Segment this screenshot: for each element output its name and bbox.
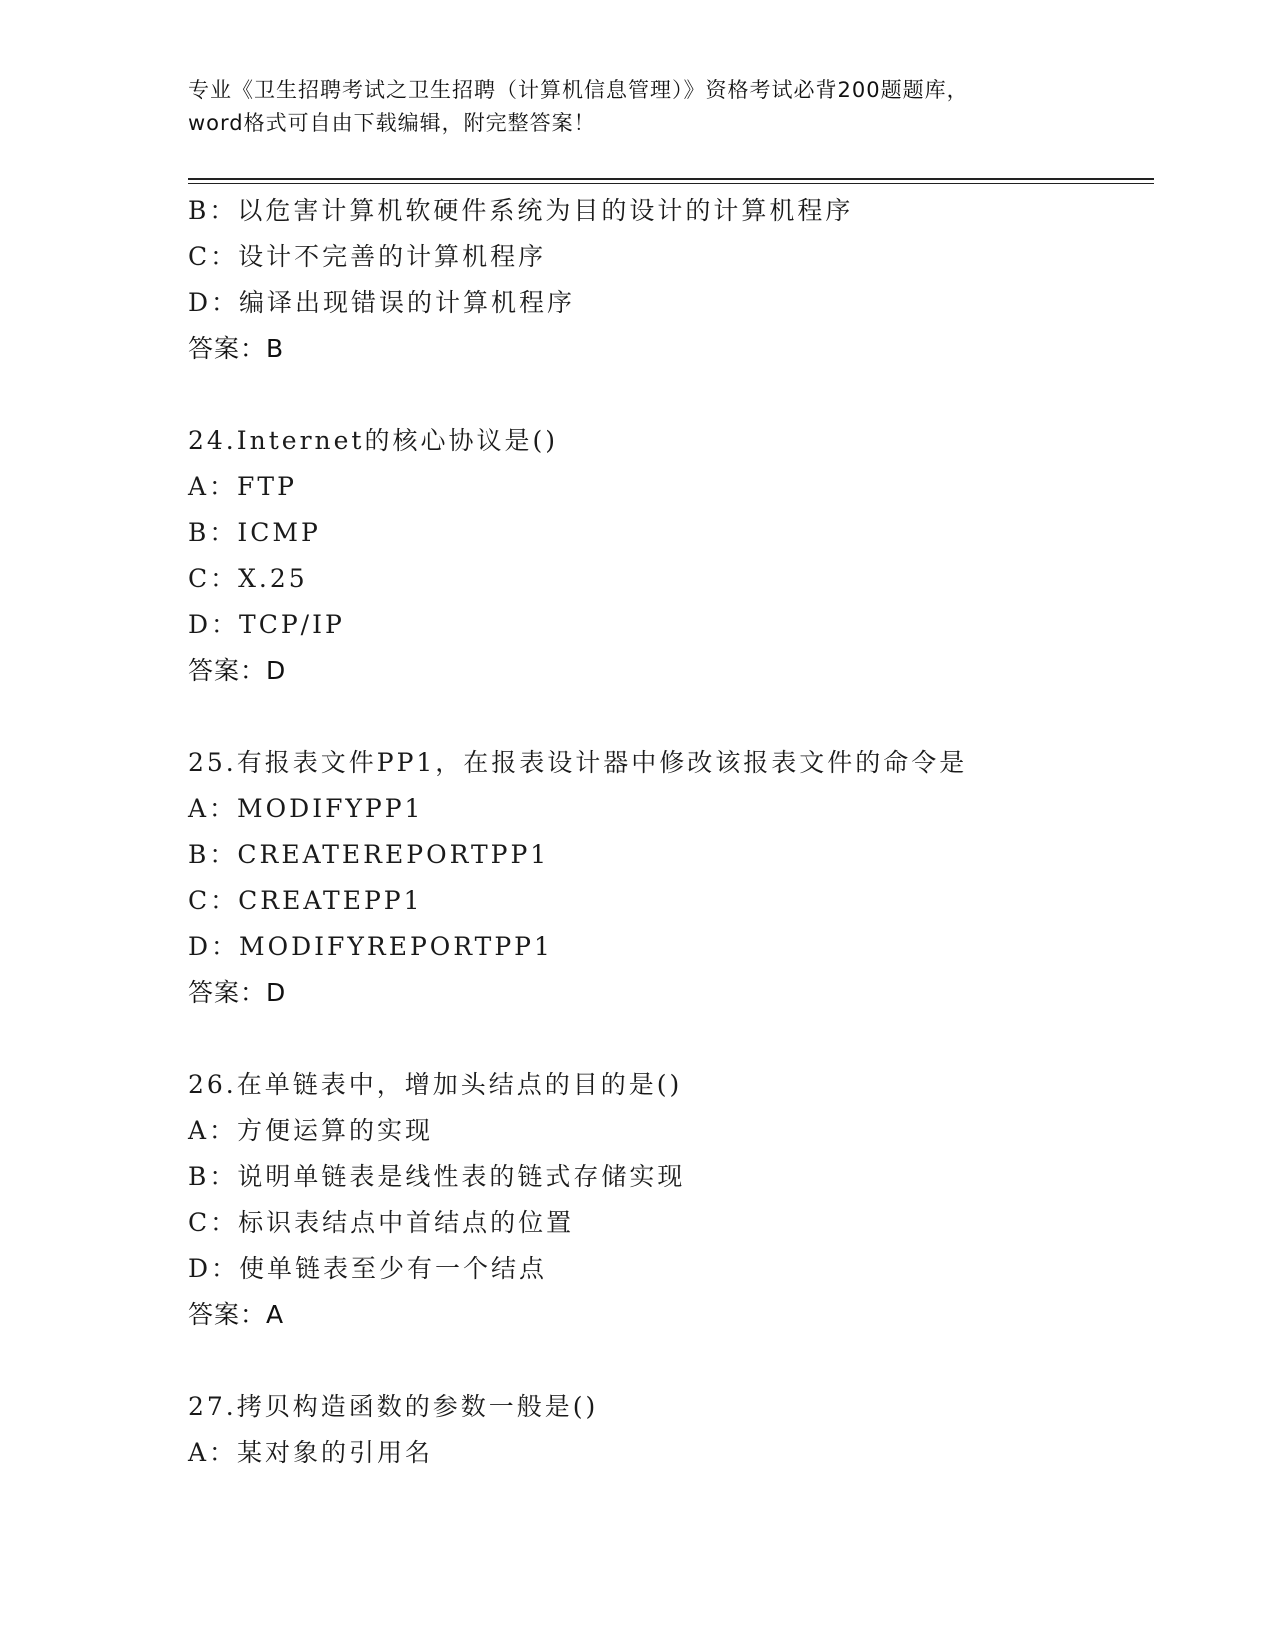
- option-b: B：以危害计算机软硬件系统为目的设计的计算机程序: [188, 196, 854, 225]
- option-d: D：使单链表至少有一个结点: [188, 1254, 548, 1283]
- option-d: D：MODIFYREPORTPP1: [188, 932, 553, 961]
- header-line-1: 专业《卫生招聘考试之卫生招聘（计算机信息管理）》资格考试必背200题题库，: [188, 78, 969, 102]
- spacer: [188, 694, 1148, 740]
- spacer: [188, 1016, 1148, 1062]
- question-23: [188, 188, 1148, 372]
- spacer: [188, 372, 1148, 418]
- option-b: B：说明单链表是线性表的链式存储实现: [188, 1162, 686, 1191]
- answer-label: 答案：B: [188, 334, 285, 363]
- answer-label: 答案：D: [188, 656, 287, 685]
- question-list: [188, 188, 1148, 1476]
- option-a: A：某对象的引用名: [188, 1438, 434, 1467]
- answer-label: 答案：A: [188, 1300, 285, 1329]
- question-title: 26.在单链表中，增加头结点的目的是(): [188, 1070, 683, 1099]
- header-divider-thin: [188, 183, 1154, 184]
- question-26: [188, 1062, 1148, 1338]
- document-header: [188, 74, 1088, 140]
- option-b: B：ICMP: [188, 518, 321, 547]
- option-b: B：CREATEREPORTPP1: [188, 840, 550, 869]
- option-d: D：TCP/IP: [188, 610, 345, 639]
- header-line-2: word格式可自由下载编辑，附完整答案！: [188, 111, 596, 135]
- option-d: D：编译出现错误的计算机程序: [188, 288, 576, 317]
- question-title: 27.拷贝构造函数的参数一般是(): [188, 1392, 599, 1421]
- question-title: 24.Internet的核心协议是(): [188, 426, 558, 455]
- option-c: C：CREATEPP1: [188, 886, 423, 915]
- option-c: C：X.25: [188, 564, 308, 593]
- question-24: [188, 418, 1148, 694]
- question-25: [188, 740, 1148, 1016]
- answer-label: 答案：D: [188, 978, 287, 1007]
- option-a: A：FTP: [188, 472, 297, 501]
- spacer: [188, 1338, 1148, 1384]
- option-a: A：方便运算的实现: [188, 1116, 434, 1145]
- question-title: 25.有报表文件PP1，在报表设计器中修改该报表文件的命令是: [188, 748, 968, 777]
- question-27: [188, 1384, 1148, 1476]
- header-divider-thick: [188, 178, 1154, 180]
- option-c: C：设计不完善的计算机程序: [188, 242, 547, 271]
- option-a: A：MODIFYPP1: [188, 794, 424, 823]
- option-c: C：标识表结点中首结点的位置: [188, 1208, 575, 1237]
